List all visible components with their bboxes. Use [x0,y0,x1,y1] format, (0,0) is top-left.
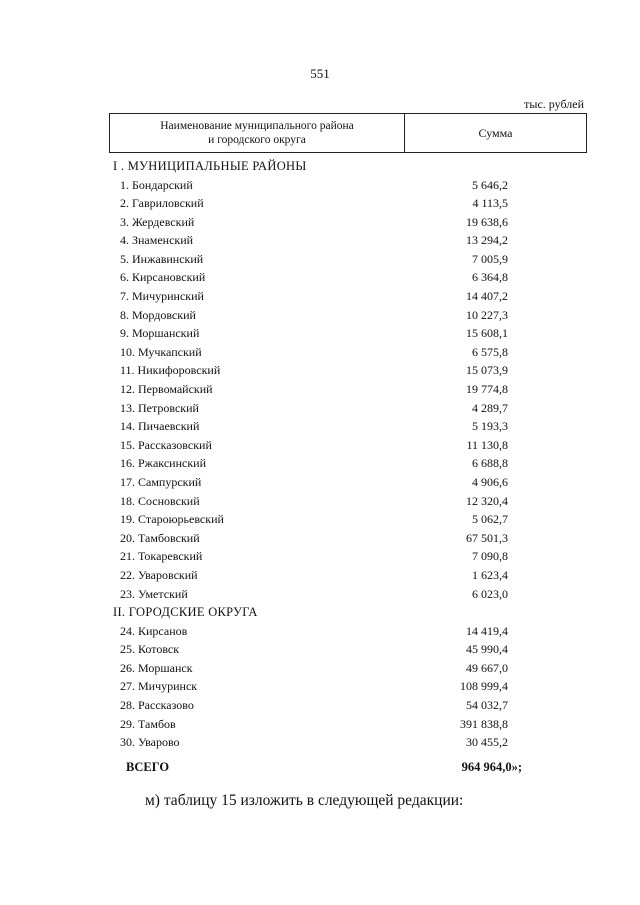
row-sum: 30 455,2 [466,735,508,750]
page-number: 551 [310,66,330,81]
row-name: 16. Ржаксинский [120,456,206,471]
row-name: 1. Бондарский [120,177,193,192]
table-row [0,194,640,213]
row-sum: 7 090,8 [472,549,508,564]
row-name: 7. Мичуринский [120,289,204,304]
row-sum: 108 999,4 [460,679,508,694]
total-sum: 964 964,0»; [461,759,522,774]
row-sum: 4 289,7 [472,400,508,415]
total-label: ВСЕГО [126,759,170,774]
table-row [0,399,640,418]
row-name: 3. Жердевский [120,214,195,229]
row-name: 12. Первомайский [120,382,213,397]
table-row [0,361,640,380]
row-name: 17. Сампурский [120,475,202,489]
row-name: 18. Сосновский [120,493,200,508]
row-name: 30. Уварово [120,735,180,750]
row-name: 22. Уваровский [120,567,198,582]
row-sum: 391 838,8 [460,716,508,731]
table-row [0,268,640,287]
row-sum: 67 501,3 [466,530,508,545]
section-title-districts: I . МУНИЦИПАЛЬНЫЕ РАЙОНЫ [113,159,307,173]
row-name: 13. Петровский [120,400,199,415]
row-sum: 45 990,4 [466,642,508,657]
row-name: 9. Моршанский [120,326,200,341]
row-sum: 13 294,2 [466,233,508,248]
row-name: 25. Котовск [120,642,180,657]
row-name: 29. Тамбов [120,716,176,731]
table-row [0,547,640,566]
row-sum: 5 193,3 [472,419,508,434]
row-name: 10. Мучкапский [120,344,202,359]
row-sum: 7 005,9 [472,251,508,266]
row-sum: 6 688,8 [472,456,508,471]
district-rows [0,176,640,604]
table-row [0,343,640,362]
row-name: 2. Гавриловский [120,196,204,211]
table-row [0,510,640,529]
city-rows [0,622,640,752]
table-row [0,715,640,734]
units-label: тыс. рублей [524,97,584,111]
table-row [0,380,640,399]
table-row [0,324,640,343]
row-name: 21. Токаревский [120,549,203,564]
row-sum: 6 023,0 [472,586,508,601]
table-row [0,492,640,511]
table-row [0,176,640,195]
row-sum: 4 113,5 [472,196,508,211]
row-sum: 15 608,1 [466,326,508,341]
table-row [0,473,640,492]
row-name: 11. Никифоровский [120,363,221,378]
row-sum: 6 575,8 [472,344,508,359]
table-row [0,566,640,585]
table-header [109,113,587,153]
row-sum: 54 032,7 [466,698,508,713]
table-row [0,696,640,715]
table-row [0,622,640,641]
row-sum: 5 646,2 [472,177,508,192]
table-row [0,250,640,269]
row-sum: 10 227,3 [466,307,508,322]
table-row [0,417,640,436]
section-title-city-districts: II. ГОРОДСКИЕ ОКРУГА [113,605,258,620]
table-row [0,213,640,232]
row-name: 19. Староюрьевский [120,512,224,527]
footer-instruction: м) таблицу 15 изложить в следующей редакции: [145,792,464,809]
row-sum: 19 774,8 [466,382,508,397]
table-row [0,306,640,325]
row-sum: 4 906,6 [472,475,508,489]
table-row [0,677,640,696]
row-name: 15. Рассказовский [120,437,212,452]
header-name-line2: и городского округа [208,134,306,146]
header-name-cell [110,114,405,152]
row-name: 20. Тамбовский [120,530,200,545]
row-sum: 49 667,0 [466,660,508,675]
table-row [0,640,640,659]
row-sum: 15 073,9 [466,363,508,378]
row-sum: 1 623,4 [472,567,508,582]
table-row [0,733,640,752]
table-body [0,157,640,778]
row-sum: 5 062,7 [472,512,508,527]
row-name: 4. Знаменский [120,233,194,248]
row-sum: 14 419,4 [466,623,508,638]
header-name-line1: Наименование муниципального района [160,120,354,132]
table-row [0,585,640,604]
row-sum: 19 638,6 [466,214,508,229]
row-name: 26. Моршанск [120,660,193,675]
table-row [0,659,640,678]
table-row [0,529,640,548]
row-name: 8. Мордовский [120,307,196,322]
row-sum: 11 130,8 [466,437,508,452]
table-row [0,231,640,250]
row-name: 27. Мичуринск [120,679,198,694]
table-row [0,287,640,306]
row-name: 28. Рассказово [120,698,194,713]
row-name: 6. Кирсановский [120,270,206,285]
row-sum: 6 364,8 [472,270,508,285]
row-name: 23. Уметский [120,586,188,601]
table-row [0,436,640,455]
header-sum-cell: Сумма [478,125,513,140]
row-name: 24. Кирсанов [120,623,188,638]
row-sum: 12 320,4 [466,493,508,508]
total-row [0,756,640,778]
table-row [0,454,640,473]
row-sum: 14 407,2 [466,289,508,304]
row-name: 5. Инжавинский [120,251,204,266]
row-name: 14. Пичаевский [120,419,200,434]
